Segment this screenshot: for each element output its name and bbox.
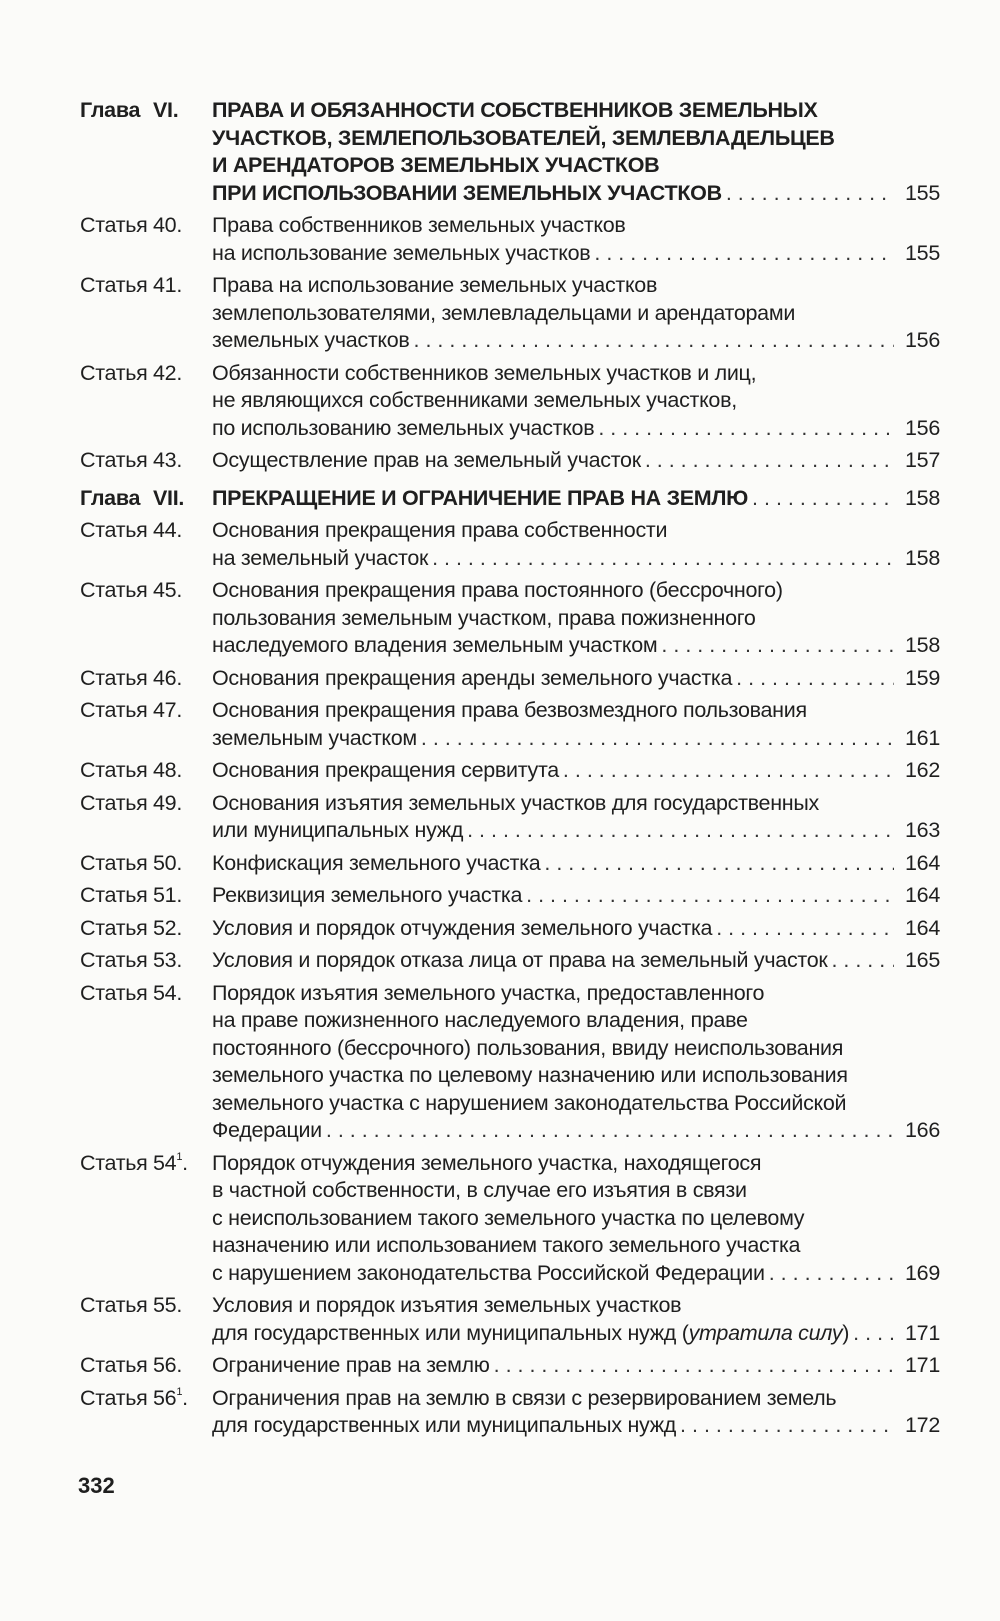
entry-title-line: в частной собственности, в случае его изъятия в связи bbox=[212, 1178, 747, 1202]
entry-title-line: Обязанности собственников земельных участков и лиц, bbox=[212, 360, 757, 385]
entry-number: 51. bbox=[153, 883, 182, 907]
entry-title-line: для государственных или муниципальных нужд (утратила силу) bbox=[212, 1320, 850, 1345]
entry-number: 56 bbox=[153, 1385, 177, 1410]
entry-title-text: ПРЕКРАЩЕНИЕ И ОГРАНИЧЕНИЕ ПРАВ НА ЗЕМЛЮ bbox=[212, 485, 749, 510]
dot-leader bbox=[467, 817, 894, 845]
toc-article-entry bbox=[80, 850, 940, 878]
toc-article-entry bbox=[80, 1292, 940, 1347]
entry-title-line: ПРАВА И ОБЯЗАННОСТИ СОБСТВЕННИКОВ ЗЕМЕЛЬНЫХ bbox=[212, 98, 818, 122]
entry-title-text: Конфискация земельного участка bbox=[212, 850, 541, 875]
entry-title-text: Федерации bbox=[212, 1118, 322, 1142]
entry-title-line bbox=[212, 180, 722, 208]
entry-label-word: Статья bbox=[80, 1150, 148, 1175]
toc-chapter-entry bbox=[80, 485, 940, 513]
entry-title-text: Основания прекращения сервитута bbox=[212, 758, 559, 782]
entry-title-line bbox=[212, 1412, 676, 1440]
entry-label-word: Статья bbox=[80, 883, 148, 907]
entry-title-line: Условия и порядок изъятия земельных участков bbox=[212, 1293, 682, 1317]
entry-label-word: Глава bbox=[80, 485, 141, 510]
entry-title bbox=[212, 1292, 940, 1347]
entry-title bbox=[212, 485, 940, 513]
toc-article-entry bbox=[80, 1385, 940, 1440]
entry-title-line: землепользователями, землевладельцами и арендаторами bbox=[212, 300, 796, 325]
entry-title-text: наследуемого владения земельным участком bbox=[212, 633, 658, 657]
entry-page-number: 171 bbox=[905, 1320, 940, 1345]
entry-title-line: Ограничения прав на землю в связи с резервированием земель bbox=[212, 1385, 837, 1410]
entry-page-number: 163 bbox=[905, 818, 940, 842]
entry-title-text: Реквизиция земельного участка bbox=[212, 883, 523, 907]
entry-number-superscript: 1 bbox=[176, 1150, 183, 1163]
entry-title-text: Основания прекращения аренды земельного участка bbox=[212, 665, 733, 690]
dot-leader bbox=[594, 240, 894, 268]
entry-title-line bbox=[212, 757, 559, 785]
entry-label bbox=[80, 757, 212, 785]
entry-title-text: ПРИ ИСПОЛЬЗОВАНИИ ЗЕМЕЛЬНЫХ УЧАСТКОВ bbox=[212, 180, 722, 205]
entry-page-number: 166 bbox=[905, 1118, 940, 1142]
entry-title-line bbox=[212, 1117, 322, 1145]
entry-label bbox=[80, 1150, 212, 1288]
entry-label bbox=[80, 1385, 212, 1440]
entry-title-line: с неиспользованием такого земельного участка по целевому bbox=[212, 1205, 805, 1230]
entry-number: 52. bbox=[153, 915, 182, 940]
entry-number: 49. bbox=[153, 790, 182, 815]
entry-title bbox=[212, 1150, 940, 1288]
entry-label bbox=[80, 947, 212, 975]
toc-article-entry bbox=[80, 790, 940, 845]
entry-title-text: земельных участков bbox=[212, 328, 410, 352]
dot-leader bbox=[432, 545, 894, 573]
entry-label-word: Статья bbox=[80, 915, 148, 940]
entry-page-number: 165 bbox=[905, 948, 940, 972]
entry-title-line bbox=[212, 632, 657, 660]
entry-number: 56. bbox=[153, 1353, 182, 1377]
entry-page-number: 159 bbox=[905, 665, 940, 690]
entry-title-line: Порядок отчуждения земельного участка, находящегося bbox=[212, 1150, 762, 1175]
entry-label-word: Статья bbox=[80, 1293, 148, 1317]
entry-title bbox=[212, 757, 940, 785]
toc-article-entry bbox=[80, 517, 940, 572]
entry-title-line: Основания прекращения права собственности bbox=[212, 518, 668, 542]
entry-page-number: 158 bbox=[905, 545, 940, 570]
toc-article-entry bbox=[80, 577, 940, 660]
entry-label-word: Статья bbox=[80, 790, 148, 815]
entry-number: 55. bbox=[153, 1293, 182, 1317]
entry-number: 53. bbox=[153, 948, 182, 972]
entry-title-line: Основания прекращения права постоянного (бессрочного) bbox=[212, 578, 783, 602]
dot-leader bbox=[326, 1117, 894, 1145]
entry-title-line: Порядок изъятия земельного участка, предоставленного bbox=[212, 980, 765, 1005]
entry-number: 44. bbox=[153, 518, 182, 542]
toc-article-entry bbox=[80, 1352, 940, 1380]
entry-page-number: 161 bbox=[905, 725, 940, 750]
toc-article-entry bbox=[80, 882, 940, 910]
dot-leader bbox=[769, 1260, 894, 1288]
entry-title bbox=[212, 665, 940, 693]
entry-label-word: Статья bbox=[80, 1353, 148, 1377]
entry-title bbox=[212, 577, 940, 660]
dot-leader bbox=[645, 447, 894, 475]
entry-title-line: Права на использование земельных участков bbox=[212, 273, 658, 297]
toc-article-entry bbox=[80, 757, 940, 785]
entry-label bbox=[80, 212, 212, 267]
entry-title-line bbox=[212, 545, 428, 573]
entry-label bbox=[80, 360, 212, 443]
entry-title-line bbox=[212, 1260, 765, 1288]
toc-article-entry bbox=[80, 1150, 940, 1288]
entry-number: 54 bbox=[153, 1150, 177, 1175]
dot-leader bbox=[831, 947, 894, 975]
dot-leader bbox=[680, 1412, 894, 1440]
entry-page-number: 171 bbox=[905, 1353, 940, 1377]
entry-title-line: УЧАСТКОВ, ЗЕМЛЕПОЛЬЗОВАТЕЛЕЙ, ЗЕМЛЕВЛАДЕЛЬЦЕВ bbox=[212, 125, 835, 150]
entry-label bbox=[80, 882, 212, 910]
entry-title-line bbox=[212, 817, 463, 845]
entry-label bbox=[80, 980, 212, 1145]
entry-label-word: Статья bbox=[80, 698, 148, 722]
entry-number-superscript: 1 bbox=[176, 1385, 183, 1398]
entry-number: 46. bbox=[153, 665, 182, 690]
entry-label-word: Статья bbox=[80, 758, 148, 782]
entry-label-word: Статья bbox=[80, 1385, 148, 1410]
entry-page-number: 158 bbox=[905, 485, 940, 510]
entry-title bbox=[212, 517, 940, 572]
entry-number: 42. bbox=[153, 360, 182, 385]
entry-title bbox=[212, 882, 940, 910]
toc-article-entry bbox=[80, 272, 940, 355]
entry-page-number: 155 bbox=[905, 180, 940, 205]
entry-title-text: или муниципальных нужд bbox=[212, 818, 464, 842]
entry-title-line bbox=[212, 485, 748, 513]
entry-title-text: Условия и порядок отчуждения земельного участка bbox=[212, 915, 713, 940]
entry-label bbox=[80, 485, 212, 513]
entry-page-number: 164 bbox=[905, 883, 940, 907]
entry-label-word: Статья bbox=[80, 360, 148, 385]
page-number: 332 bbox=[78, 1473, 115, 1498]
entry-label bbox=[80, 850, 212, 878]
entry-title-text: по использованию земельных участков bbox=[212, 415, 595, 440]
entry-title-text: Ограничение прав на землю bbox=[212, 1353, 490, 1377]
entry-number: VI. bbox=[153, 98, 179, 122]
entry-title-line: И АРЕНДАТОРОВ ЗЕМЕЛЬНЫХ УЧАСТКОВ bbox=[212, 153, 660, 177]
entry-page-number: 158 bbox=[905, 633, 940, 657]
entry-number: 43. bbox=[153, 448, 182, 472]
dot-leader bbox=[853, 1320, 894, 1348]
entry-title-line bbox=[212, 882, 522, 910]
entry-title bbox=[212, 850, 940, 878]
entry-number: 40. bbox=[153, 213, 182, 237]
toc-article-entry bbox=[80, 947, 940, 975]
toc-article-entry bbox=[80, 447, 940, 475]
entry-number: 45. bbox=[153, 578, 182, 602]
entry-title-line: постоянного (бессрочного) пользования, ввиду неиспользования bbox=[212, 1035, 844, 1060]
entry-label bbox=[80, 1292, 212, 1347]
entry-title-line: Основания прекращения права безвозмездного пользования bbox=[212, 698, 807, 722]
entry-title bbox=[212, 697, 940, 752]
entry-page-number: 157 bbox=[905, 448, 940, 472]
dot-leader bbox=[598, 415, 894, 443]
entry-title bbox=[212, 1385, 940, 1440]
entry-page-number: 162 bbox=[905, 758, 940, 782]
toc-article-entry bbox=[80, 915, 940, 943]
entry-title bbox=[212, 272, 940, 355]
toc-article-entry bbox=[80, 665, 940, 693]
entry-title-line bbox=[212, 947, 827, 975]
entry-title bbox=[212, 947, 940, 975]
entry-title-line: назначению или использованием такого земельного участка bbox=[212, 1233, 801, 1257]
entry-label-word: Статья bbox=[80, 578, 148, 602]
entry-label bbox=[80, 272, 212, 355]
entry-title-line bbox=[212, 327, 410, 355]
entry-number: 47. bbox=[153, 698, 182, 722]
entry-title-text: Осуществление прав на земельный участок bbox=[212, 448, 641, 472]
entry-label bbox=[80, 577, 212, 660]
entry-label-word: Статья bbox=[80, 518, 148, 542]
entry-page-number: 164 bbox=[905, 915, 940, 940]
dot-leader bbox=[526, 882, 894, 910]
repealed-note: утратила силу bbox=[688, 1320, 843, 1345]
entry-title bbox=[212, 1352, 940, 1380]
entry-title-text: с нарушением законодательства Российской Федерации bbox=[212, 1260, 765, 1285]
entry-number: VII. bbox=[153, 485, 185, 510]
toc-article-entry bbox=[80, 697, 940, 752]
entry-title-line bbox=[212, 915, 712, 943]
entry-label-word: Статья bbox=[80, 980, 148, 1005]
entry-label bbox=[80, 447, 212, 475]
entry-label-word: Статья bbox=[80, 948, 148, 972]
entry-number-tail: . bbox=[182, 1150, 188, 1175]
entry-title-text: на земельный участок bbox=[212, 545, 429, 570]
entry-page-number: 156 bbox=[905, 328, 940, 352]
entry-title-line bbox=[212, 1352, 490, 1380]
entry-page-number: 172 bbox=[905, 1413, 940, 1437]
entry-title-line bbox=[212, 240, 590, 268]
entry-title bbox=[212, 360, 940, 443]
entry-number: 54. bbox=[153, 980, 182, 1005]
entry-title-text: для государственных или муниципальных нужд bbox=[212, 1413, 677, 1437]
dot-leader bbox=[544, 850, 894, 878]
entry-title-text: Условия и порядок отказа лица от права на земельный участок bbox=[212, 948, 828, 972]
entry-page-number: 169 bbox=[905, 1260, 940, 1285]
entry-title bbox=[212, 97, 940, 207]
entry-title bbox=[212, 980, 940, 1145]
dot-leader bbox=[421, 725, 894, 753]
entry-title-text: земельным участком bbox=[212, 725, 417, 750]
entry-number: 50. bbox=[153, 850, 182, 875]
toc-article-entry bbox=[80, 212, 940, 267]
entry-label-word: Статья bbox=[80, 850, 148, 875]
entry-title-line bbox=[212, 447, 641, 475]
entry-label-word: Статья bbox=[80, 273, 148, 297]
dot-leader bbox=[661, 632, 894, 660]
entry-title-line: земельного участка по целевому назначению или использования bbox=[212, 1063, 848, 1087]
entry-title-line: земельного участка с нарушением законодательства Российской bbox=[212, 1090, 847, 1115]
entry-label-word: Статья bbox=[80, 665, 148, 690]
entry-label-word: Глава bbox=[80, 98, 141, 122]
toc-article-entry bbox=[80, 980, 940, 1145]
entry-title-text: на использование земельных участков bbox=[212, 240, 591, 265]
entry-title-line bbox=[212, 665, 732, 693]
entry-label bbox=[80, 97, 212, 207]
entry-label bbox=[80, 517, 212, 572]
entry-page-number: 164 bbox=[905, 850, 940, 875]
entry-number: 48. bbox=[153, 758, 182, 782]
entry-label bbox=[80, 790, 212, 845]
dot-leader bbox=[736, 665, 894, 693]
entry-title-line bbox=[212, 725, 417, 753]
entry-label bbox=[80, 665, 212, 693]
entry-label-word: Статья bbox=[80, 213, 148, 237]
entry-number: 41. bbox=[153, 273, 182, 297]
dot-leader bbox=[494, 1352, 894, 1380]
entry-title-line: Основания изъятия земельных участков для государственных bbox=[212, 790, 819, 815]
toc-article-entry bbox=[80, 360, 940, 443]
table-of-contents bbox=[80, 97, 940, 1440]
entry-label bbox=[80, 697, 212, 752]
dot-leader bbox=[414, 327, 894, 355]
entry-title-line: на праве пожизненного наследуемого владения, праве bbox=[212, 1008, 748, 1032]
entry-title bbox=[212, 447, 940, 475]
dot-leader bbox=[752, 485, 894, 513]
entry-page-number: 155 bbox=[905, 240, 940, 265]
dot-leader bbox=[563, 757, 894, 785]
entry-number-tail: . bbox=[182, 1385, 188, 1410]
entry-title-line: Права собственников земельных участков bbox=[212, 213, 626, 237]
entry-title bbox=[212, 212, 940, 267]
dot-leader bbox=[716, 915, 894, 943]
entry-title bbox=[212, 790, 940, 845]
toc-chapter-entry bbox=[80, 97, 940, 207]
entry-title-line: не являющихся собственниками земельных участков, bbox=[212, 388, 737, 412]
entry-label bbox=[80, 915, 212, 943]
entry-title bbox=[212, 915, 940, 943]
entry-title-line: пользования земельным участком, права пожизненного bbox=[212, 605, 756, 630]
entry-page-number: 156 bbox=[905, 415, 940, 440]
entry-label bbox=[80, 1352, 212, 1380]
entry-label-word: Статья bbox=[80, 448, 148, 472]
entry-title-line bbox=[212, 415, 594, 443]
dot-leader bbox=[726, 180, 894, 208]
entry-title-text: для государственных или муниципальных нужд bbox=[212, 1320, 677, 1345]
entry-title-line bbox=[212, 850, 540, 878]
